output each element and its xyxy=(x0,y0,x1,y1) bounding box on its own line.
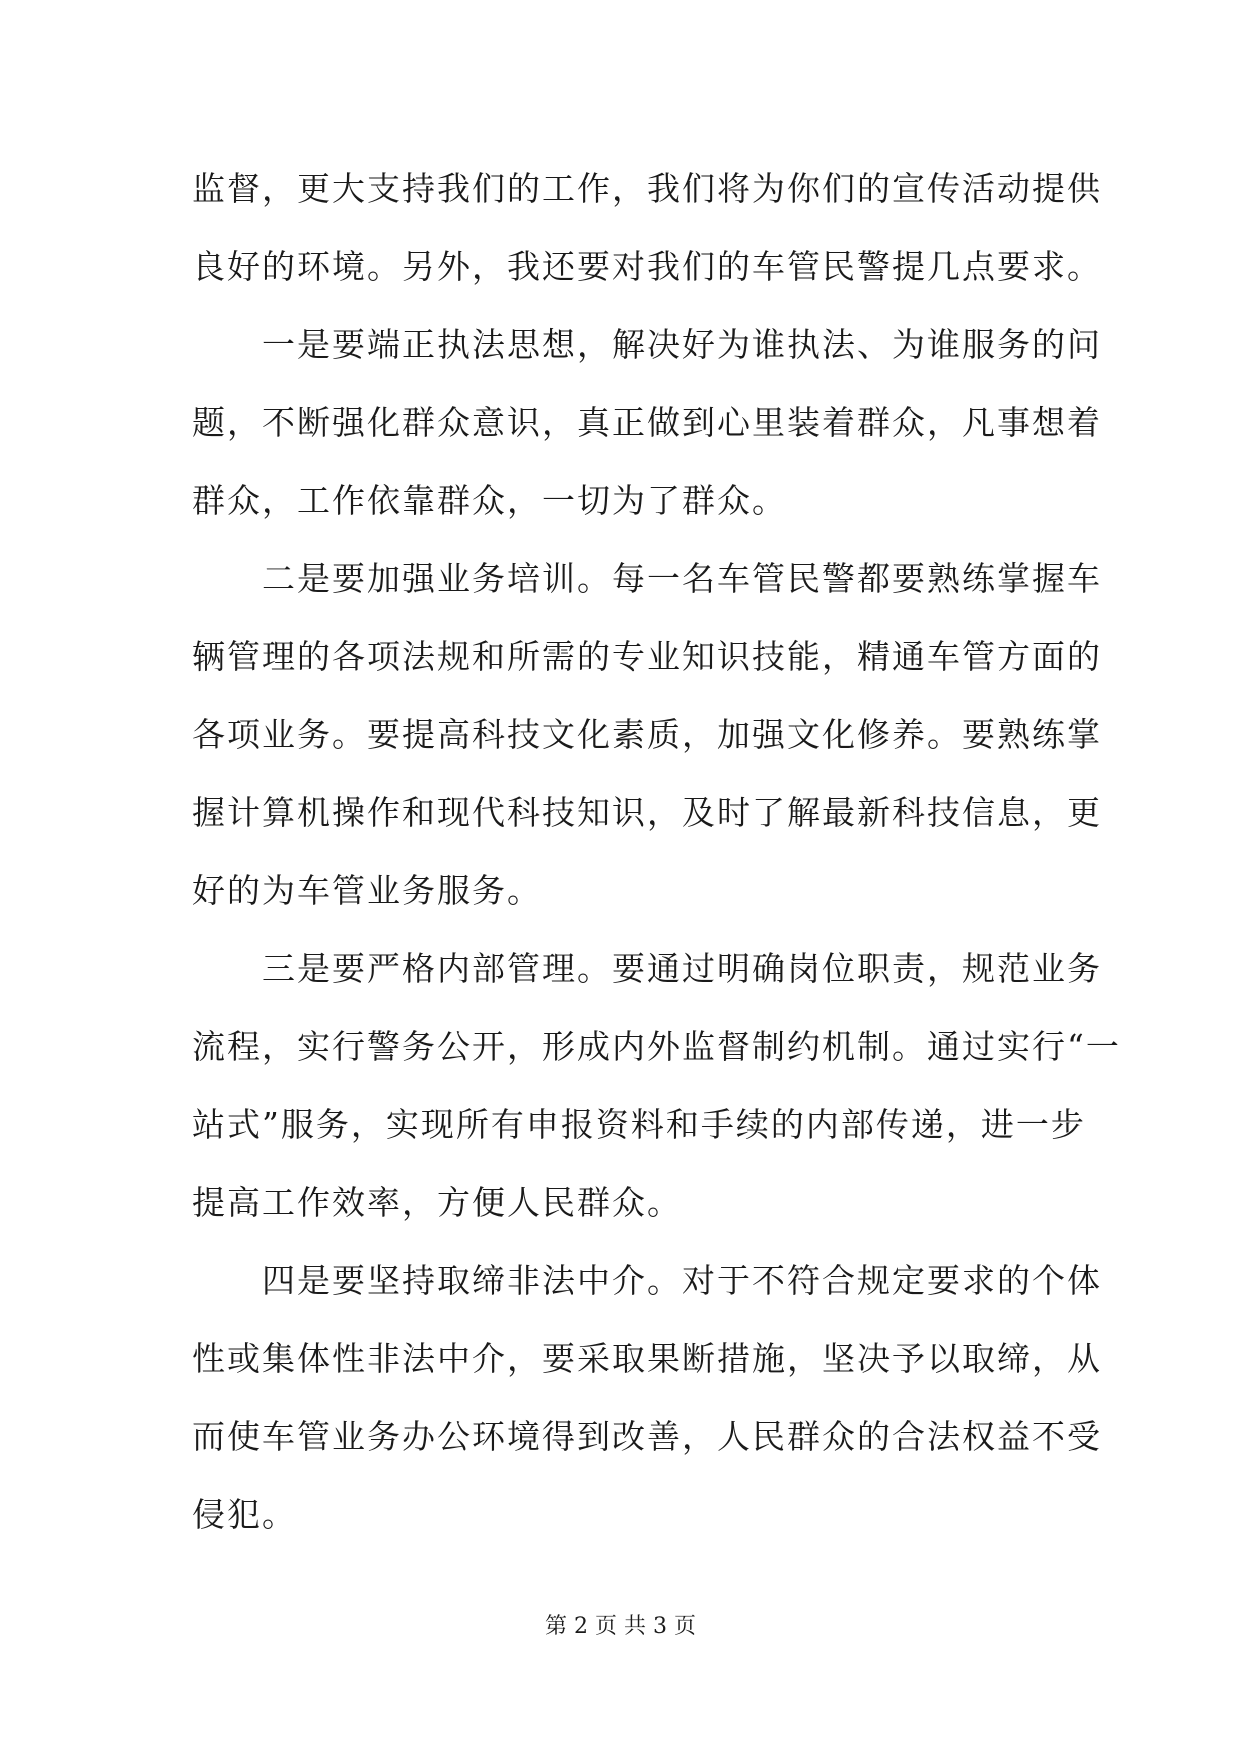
text-line: 而使车管业务办公环境得到改善，人民群众的合法权益不受 xyxy=(192,1417,1102,1456)
document-body xyxy=(192,150,1121,1554)
text-line: 流程，实行警务公开，形成内外监督制约机制。通过实行“一 xyxy=(192,1027,1121,1066)
text-line: 四是要坚持取缔非法中介。对于不符合规定要求的个体 xyxy=(192,1261,1102,1300)
text-line: 一是要端正执法思想，解决好为谁执法、为谁服务的问 xyxy=(192,325,1102,364)
text-line: 各项业务。要提高科技文化素质，加强文化修养。要熟练掌 xyxy=(192,715,1102,754)
text-line: 群众，工作依靠群众，一切为了群众。 xyxy=(192,481,787,520)
text-line: 二是要加强业务培训。每一名车管民警都要熟练掌握车 xyxy=(192,559,1102,598)
text-line: 题，不断强化群众意识，真正做到心里装着群众，凡事想着 xyxy=(192,403,1102,442)
text-line: 侵犯。 xyxy=(192,1495,297,1534)
text-line: 提高工作效率，方便人民群众。 xyxy=(192,1183,682,1222)
text-line: 辆管理的各项法规和所需的专业知识技能，精通车管方面的 xyxy=(192,637,1102,676)
text-line: 站式”服务，实现所有申报资料和手续的内部传递，进一步 xyxy=(192,1105,1086,1144)
text-line: 握计算机操作和现代科技知识，及时了解最新科技信息，更 xyxy=(192,793,1102,832)
text-line: 好的为车管业务服务。 xyxy=(192,871,542,910)
text-line: 监督，更大支持我们的工作，我们将为你们的宣传活动提供 xyxy=(192,169,1102,208)
text-line: 良好的环境。另外，我还要对我们的车管民警提几点要求。 xyxy=(192,247,1102,286)
text-line: 性或集体性非法中介，要采取果断措施，坚决予以取缔，从 xyxy=(192,1339,1102,1378)
text-line: 三是要严格内部管理。要通过明确岗位职责，规范业务 xyxy=(192,949,1102,988)
page-number-footer: 第 2 页 共 3 页 xyxy=(545,1614,696,1639)
